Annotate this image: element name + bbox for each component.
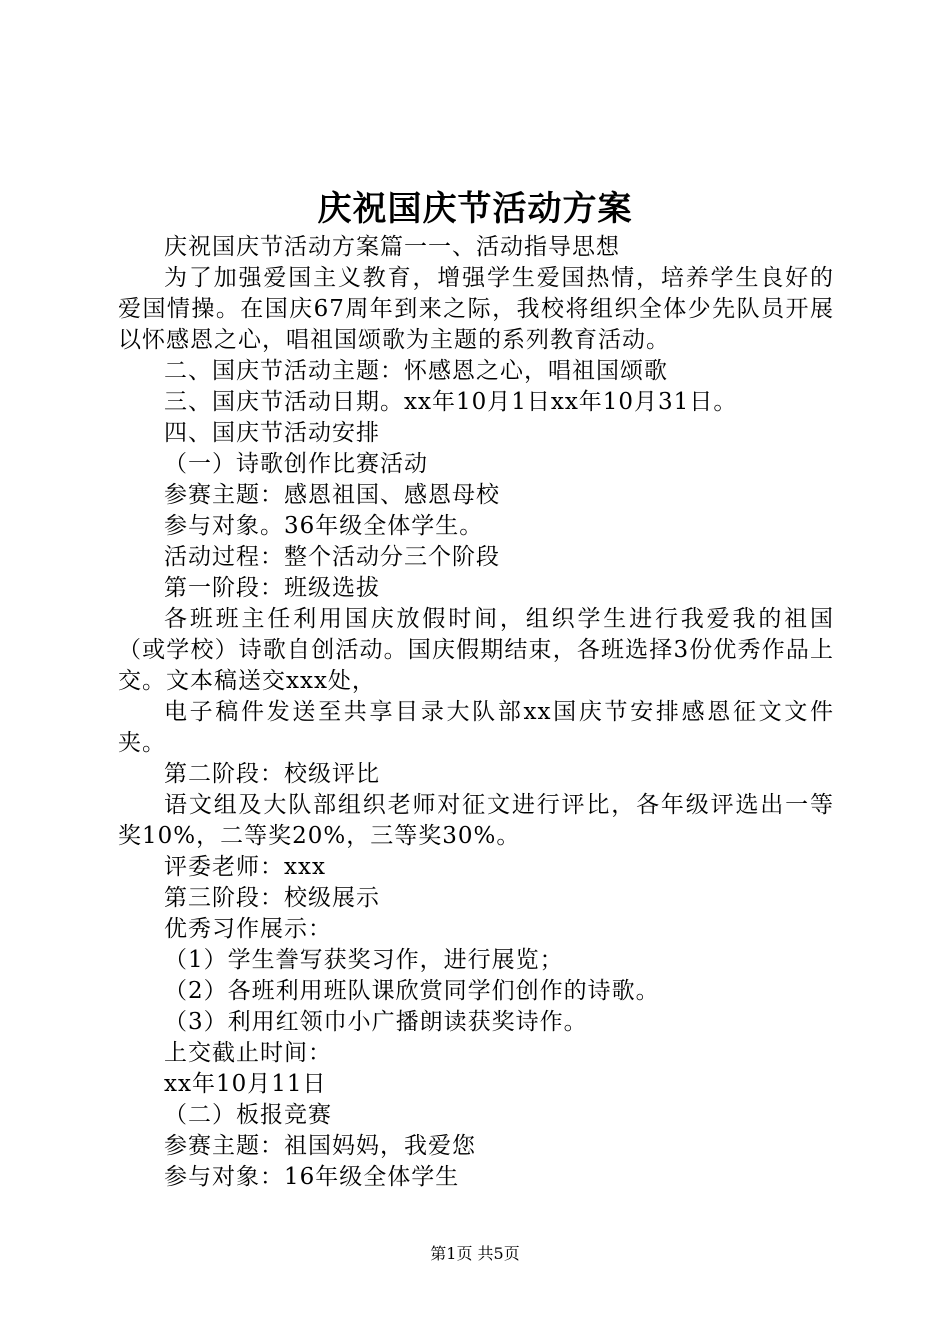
paragraph: 优秀习作展示： [164, 916, 332, 942]
paragraph: （3）利用红领巾小广播朗读获奖诗作。 [164, 1009, 588, 1035]
paragraph: （1）学生誊写获奖习作，进行展览； [164, 947, 564, 973]
paragraph: 语文组及大队部组织老师对征文进行评比，各年级评选出一等奖10%，二等奖20%，三等奖30%。 [118, 792, 834, 849]
paragraph: 活动过程：整个活动分三个阶段 [164, 544, 500, 570]
paragraph: 参赛主题：感恩祖国、感恩母校 [164, 482, 500, 508]
document-body [118, 232, 834, 1193]
paragraph: 各班班主任利用国庆放假时间，组织学生进行我爱我的祖国（或学校）诗歌自创活动。国庆假期结束，各班选择3份优秀作品上交。文本稿送交xxx处， [118, 606, 834, 694]
paragraph: 二、国庆节活动主题：怀感恩之心，唱祖国颂歌 [164, 358, 668, 384]
paragraph: 第二阶段：校级评比 [164, 761, 380, 787]
paragraph: （一）诗歌创作比赛活动 [164, 451, 428, 477]
paragraph: xx年10月11日 [164, 1071, 327, 1097]
paragraph: 评委老师：xxx [164, 854, 326, 880]
paragraph: （2）各班利用班队课欣赏同学们创作的诗歌。 [164, 978, 660, 1004]
paragraph: 参与对象。36年级全体学生。 [164, 513, 484, 539]
page-footer: 第1页 共5页 [430, 1244, 520, 1263]
paragraph: 上交截止时间： [164, 1040, 332, 1066]
paragraph: 四、国庆节活动安排 [164, 420, 380, 446]
document-title: 庆祝国庆节活动方案 [317, 189, 633, 229]
paragraph: 电子稿件发送至共享目录大队部xx国庆节安排感恩征文文件夹。 [118, 699, 834, 756]
paragraph: 第三阶段：校级展示 [164, 885, 380, 911]
paragraph: （二）板报竞赛 [164, 1102, 332, 1128]
paragraph: 三、国庆节活动日期。xx年10月1日xx年10月31日。 [164, 389, 738, 415]
paragraph: 庆祝国庆节活动方案篇一一、活动指导思想 [164, 234, 620, 260]
paragraph: 参赛主题：祖国妈妈，我爱您 [164, 1133, 476, 1159]
paragraph: 为了加强爱国主义教育，增强学生爱国热情，培养学生良好的爱国情操。在国庆67周年到来之际，我校将组织全体少先队员开展以怀感恩之心，唱祖国颂歌为主题的系列教育活动。 [118, 265, 834, 353]
paragraph: 参与对象：16年级全体学生 [164, 1164, 460, 1190]
paragraph: 第一阶段：班级选拔 [164, 575, 380, 601]
